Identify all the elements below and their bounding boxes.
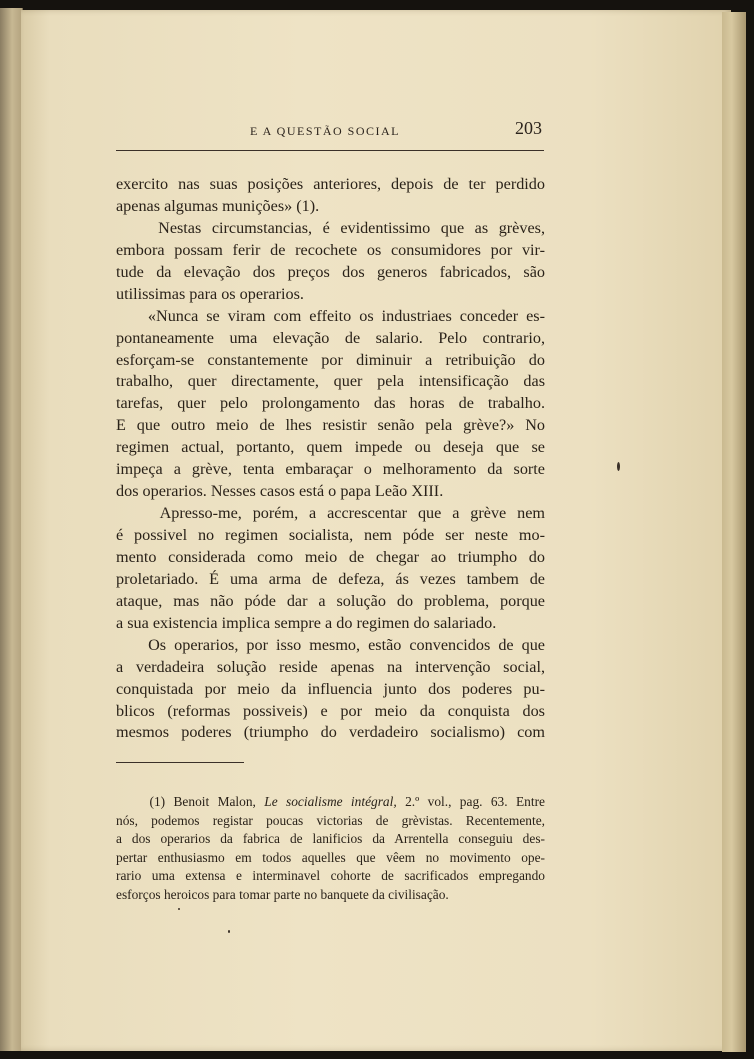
text-line: trabalho, quer directamente, quer pela intensificação das <box>116 372 545 391</box>
adjacent-page-edge <box>0 8 23 1051</box>
text-line: tude da elevação dos preços dos generos fabricados, são <box>116 262 545 281</box>
footnote-first-line <box>116 793 545 812</box>
body-text <box>116 174 545 744</box>
footnote-line: a dos operarios da fabrica de lanificios da Arrentella conseguiu des- <box>116 831 545 846</box>
footnote-line: pertar enthusiasmo em todos aquelles que vêem no movimento ope- <box>116 849 545 865</box>
footnote-line: rario uma extensa e interminavel cohorte de sacrificados empregando <box>116 868 545 883</box>
text-line: utilissimas para os operarios. <box>116 284 304 303</box>
text-line: exercito nas suas posições anteriores, depois de ter perdido <box>116 175 545 193</box>
text-line: Os operarios, por isso mesmo, estão convencidos de que <box>116 635 545 654</box>
footnote <box>116 793 545 904</box>
ink-speck <box>617 462 620 471</box>
footnote-line: esforços heroicos para tomar parte no banquete da civilisação. <box>116 886 449 902</box>
text-line: conquistada por meio da influencia junto dos poderes pu- <box>116 679 545 698</box>
page-number: 203 <box>515 118 542 138</box>
text-line: embora possam ferir de recochete os consumidores por vir- <box>116 240 545 259</box>
text-line: Nestas circumstancias, é evidentissimo que as grèves, <box>116 218 545 237</box>
page-header <box>116 118 544 151</box>
text-line: é possivel no regimen socialista, nem póde ser neste mo- <box>116 526 545 544</box>
text-line: a sua existencia implica sempre a do regimen do salariado. <box>116 613 497 632</box>
footnote-separator <box>116 762 244 763</box>
text-line: proletariado. É uma arma de defeza, ás vezes tambem de <box>116 569 545 588</box>
text-line: mento considerada como meio de chegar ao triumpho do <box>116 547 545 566</box>
running-title: E A QUESTÃO SOCIAL <box>250 124 401 138</box>
text-line: tarefas, quer pelo prolongamento das horas de trabalho. <box>116 394 545 413</box>
text-line: regimen actual, portanto, quem impede ou deseja que se <box>116 438 545 457</box>
text-line: pontaneamente uma elevação de salario. Pelo contrario, <box>116 328 545 347</box>
footnote-author: Benoit Malon, <box>173 794 256 809</box>
footnote-work-title: Le socialisme intégral, <box>264 794 397 809</box>
text-line: apenas algumas munições» (1). <box>116 196 320 215</box>
text-line: impeça a grève, tenta embaraçar o melhoramento da sorte <box>116 460 545 479</box>
footnote-line: nós, podemos registar poucas victorias de grèvistas. Recentemente, <box>116 812 545 828</box>
text-line: a verdadeira solução reside apenas na intervenção social, <box>116 657 545 676</box>
text-line: esforçam-se constantemente por diminuir a retribuição do <box>116 350 545 369</box>
text-line: «Nunca se viram com effeito os industriaes conceder es- <box>116 306 545 325</box>
text-line: dos operarios. Nesses casos está o papa Leão XIII. <box>116 482 444 501</box>
text-line: blicos (reformas possiveis) e por meio da conquista dos <box>116 701 545 720</box>
text-line: mesmos poderes (triumpho do verdadeiro socialismo) com <box>116 723 545 742</box>
ink-speck <box>228 930 230 933</box>
text-line: ataque, mas não póde dar a solução do problema, porque <box>116 591 545 610</box>
footnote-reference: 2.º vol., pag. 63. Entre <box>405 794 545 809</box>
text-line: E que outro meio de lhes resistir senão pela grève?» No <box>116 416 545 435</box>
ink-speck <box>178 908 180 910</box>
footnote-marker: (1) <box>149 794 166 809</box>
text-line: Apresso-me, porém, a accrescentar que a grève nem <box>116 504 545 523</box>
page-stack-edge <box>722 12 746 1052</box>
